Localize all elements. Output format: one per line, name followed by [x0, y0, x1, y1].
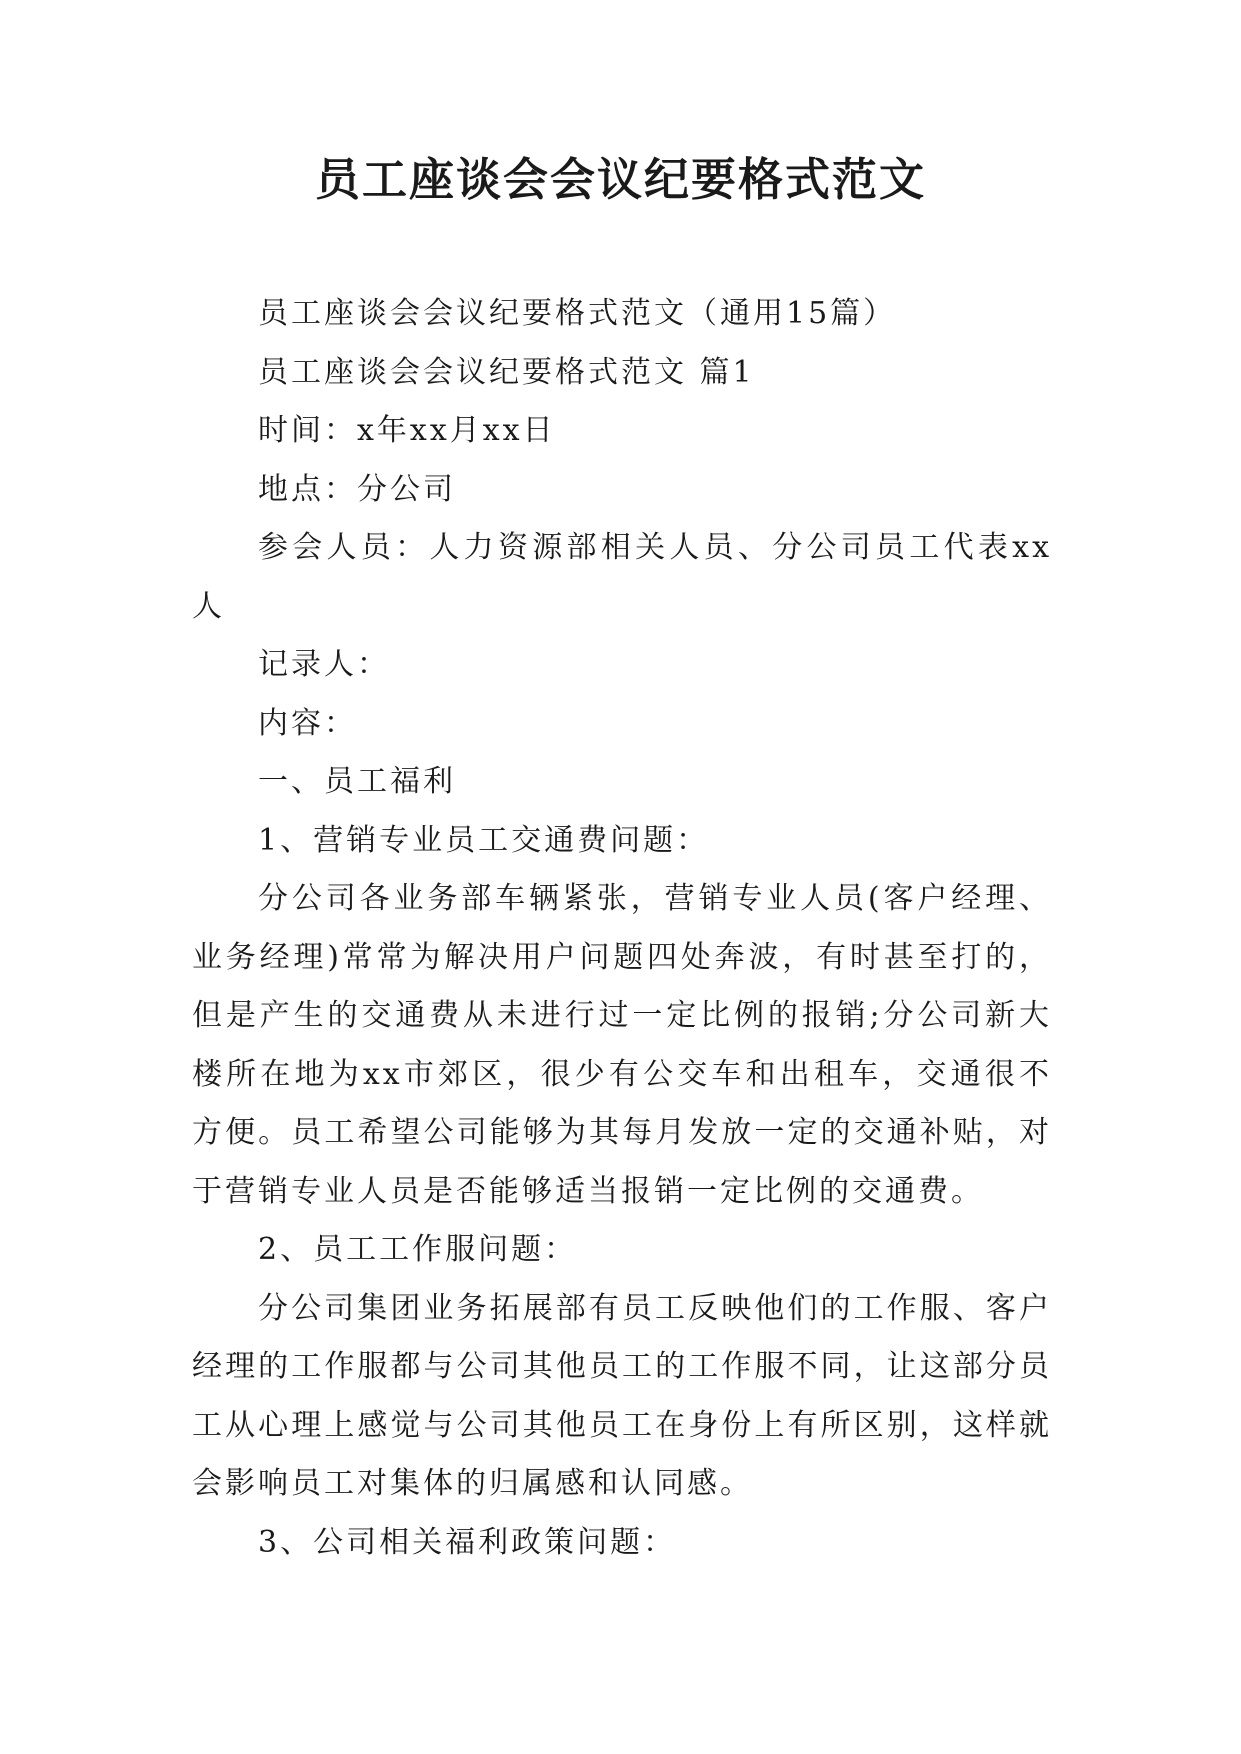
paragraph-attendees: 参会人员：人力资源部相关人员、分公司员工代表xx人	[192, 530, 1052, 624]
paragraph-content-label: 内容：	[258, 705, 357, 741]
paragraph-heading-welfare: 一、员工福利	[258, 764, 456, 799]
paragraph-item-1-body: 分公司各业务部车辆紧张，营销专业人员(客户经理、业务经理)常常为解决用户问题四处奔波，有时甚至打的，但是产生的交通费从未进行过一定比例的报销;分公司新大楼所在地为xx市郊区，很少有公交车和出租车，交通很不方便。员工希望公司能够为其每月发放一定的交通补贴，对于营销专业人员是否能够适当报销一定比例的交通费。	[192, 881, 1052, 1209]
paragraph-item-1-heading: 1、营销专业员工交通费问题：	[258, 822, 710, 858]
paragraph-section-heading: 员工座谈会会议纪要格式范文 篇1	[258, 354, 755, 390]
document-title: 员工座谈会会议纪要格式范文	[314, 153, 926, 206]
paragraph-item-3-heading: 3、公司相关福利政策问题：	[258, 1524, 677, 1560]
paragraph-subtitle: 员工座谈会会议纪要格式范文（通用15篇）	[258, 296, 897, 331]
paragraph-location: 地点：分公司	[258, 471, 456, 507]
paragraph-recorder: 记录人：	[258, 647, 390, 682]
document-body	[192, 285, 1052, 1572]
paragraph-time: 时间：x年xx月xx日	[258, 413, 556, 448]
paragraph-item-2-heading: 2、员工工作服问题：	[258, 1232, 578, 1267]
paragraph-item-2-body: 分公司集团业务拓展部有员工反映他们的工作服、客户经理的工作服都与公司其他员工的工作服不同，让这部分员工从心理上感觉与公司其他员工在身份上有所区别，这样就会影响员工对集体的归属感和认同感。	[192, 1290, 1052, 1501]
